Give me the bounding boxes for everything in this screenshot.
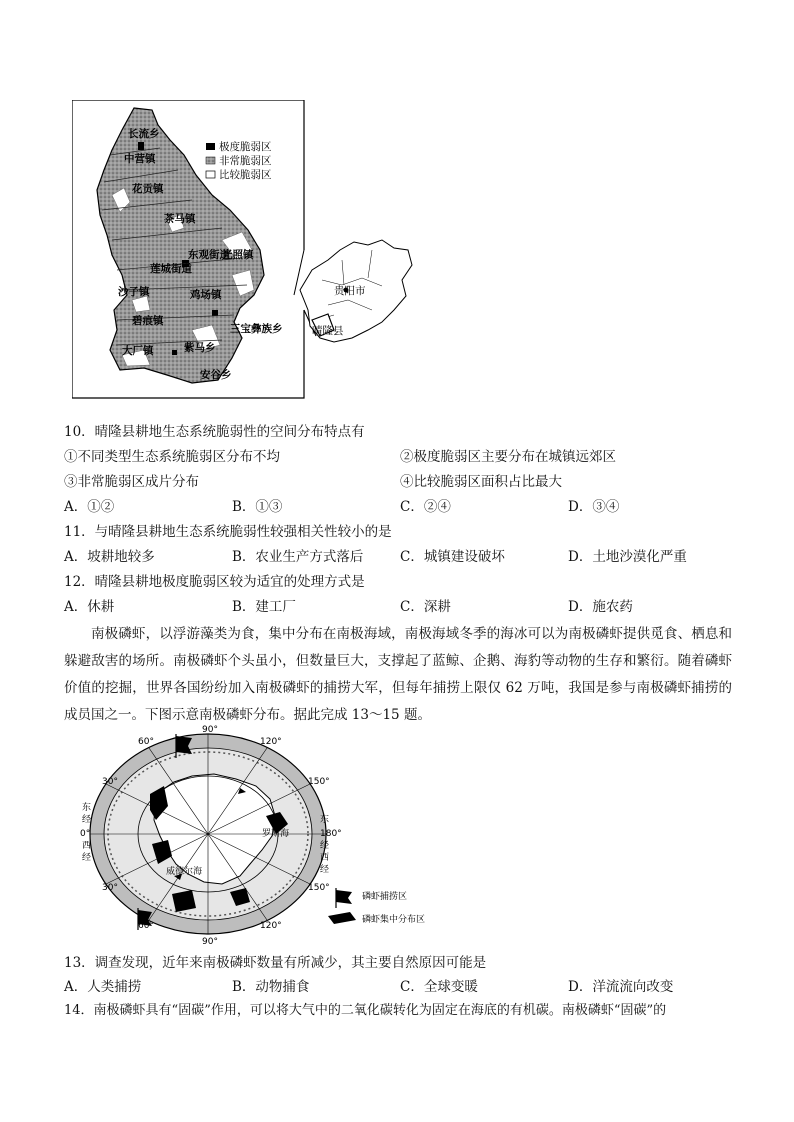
town-label: 茶马镇	[164, 213, 196, 225]
town-label: 三宝彝族乡	[230, 323, 283, 335]
legend-extreme: 极度脆弱区	[219, 141, 272, 153]
q13-choice-d[interactable]: D．洋流流向改变	[568, 979, 674, 995]
label-west-1: 西	[82, 841, 92, 851]
question-13-stem: 13．调查发现，近年来南极磷虾数量有所减少，其主要自然原因可能是	[64, 955, 487, 971]
q11-choice-d[interactable]: D．土地沙漠化严重	[568, 549, 687, 565]
label-long-1: 经	[82, 815, 92, 825]
weddell-sea-label: 威德尔海	[166, 867, 203, 877]
krill-map-figure	[80, 724, 460, 946]
deg-30-l: 30°	[102, 777, 118, 787]
deg-180: 180°	[320, 829, 342, 839]
inset-label-guiyang: 贵阳市	[334, 285, 366, 297]
label-east-2: 东	[320, 815, 330, 825]
q10-statement-2: ②极度脆弱区主要分布在城镇远郊区	[400, 449, 616, 465]
question-10-stem: 10．晴隆县耕地生态系统脆弱性的空间分布特点有	[64, 424, 365, 440]
q13-choice-b[interactable]: B．动物捕食	[232, 979, 310, 995]
q10-statement-3: ③非常脆弱区成片分布	[64, 474, 199, 490]
q10-choice-c[interactable]: C．②④	[400, 499, 451, 515]
deg-60-tl: 60°	[138, 737, 154, 747]
q10-statement-1: ①不同类型生态系统脆弱区分布不均	[64, 449, 280, 465]
town-label: 紫马乡	[184, 342, 216, 354]
town-label: 莲城街道	[150, 263, 192, 275]
deg-150-r: 150°	[308, 777, 330, 787]
inset-label-qinglong: 晴隆县	[312, 325, 344, 337]
q12-choice-c[interactable]: C．深耕	[400, 599, 451, 615]
q11-choice-a[interactable]: A．坡耕地较多	[64, 549, 155, 565]
q11-choice-b[interactable]: B．农业生产方式落后	[232, 549, 364, 565]
deg-120-br: 120°	[260, 921, 282, 931]
town-label: 长流乡	[128, 128, 160, 140]
deg-150-br: 150°	[308, 883, 330, 893]
label-long-4: 经	[320, 865, 330, 875]
deg-60-bl: 60°	[138, 921, 154, 931]
q13-choice-c[interactable]: C．全球变暖	[400, 979, 478, 995]
deg-120-tr: 120°	[260, 737, 282, 747]
legend-relative: 比较脆弱区	[219, 169, 272, 181]
label-long-3: 经	[320, 841, 330, 851]
q12-choice-d[interactable]: D．施农药	[568, 599, 633, 615]
krill-passage: 南极磷虾，以浮游藻类为食，集中分布在南极海域，南极海域冬季的海冰可以为南极磷虾提供觅食、栖息和躲避敌害的场所。南极磷虾个头虽小，但数量巨大，支撑起了蓝鲸、企鹅、海豹等动物的生存和繁衍。随着磷虾价值的挖掘，世界各国纷纷加入南极磷虾的捕捞大军，但每年捕捞上限仅 62 万吨，我国是参与南极磷虾捕捞的成员国之一。下图示意南极磷虾分布。据此完成 13～15 题。	[64, 626, 732, 723]
question-11-stem: 11．与晴隆县耕地生态系统脆弱性较强相关性较小的是	[64, 524, 392, 540]
question-12-stem: 12．晴隆县耕地极度脆弱区较为适宜的处理方式是	[64, 574, 365, 590]
q10-statement-4: ④比较脆弱区面积占比最大	[400, 474, 562, 490]
deg-90-top: 90°	[202, 725, 218, 735]
town-label: 安谷乡	[200, 369, 232, 381]
question-14-stem: 14．南极磷虾具有“固碳”作用，可以将大气中的二氧化碳转化为固定在海底的有机碳。南极磷虾“固碳”的	[64, 1003, 667, 1018]
q11-choice-c[interactable]: C．城镇建设破坏	[400, 549, 505, 565]
deg-0: 0°	[80, 829, 91, 839]
town-label: 中营镇	[124, 153, 156, 165]
town-label: 花贡镇	[132, 183, 164, 195]
label-east-1: 东	[82, 803, 92, 813]
krill-polar-map	[80, 724, 460, 946]
legend-concentration-area: 磷虾集中分布区	[362, 915, 426, 925]
label-west-2: 西	[320, 853, 330, 863]
county-map-figure	[72, 100, 427, 400]
q12-choice-a[interactable]: A．休耕	[64, 599, 115, 615]
town-label: 大厂镇	[122, 345, 154, 357]
town-label: 东观街道	[188, 249, 230, 261]
deg-30-bl: 30°	[102, 883, 118, 893]
legend-very: 非常脆弱区	[219, 155, 272, 167]
q10-choice-d[interactable]: D．③④	[568, 499, 620, 515]
town-label: 光照镇	[222, 249, 254, 261]
q12-choice-b[interactable]: B．建工厂	[232, 599, 296, 615]
legend-fishing-area: 磷虾捕捞区	[362, 892, 408, 902]
ross-sea-label: 罗斯海	[262, 829, 290, 839]
county-map	[72, 100, 427, 400]
deg-90-bottom: 90°	[202, 937, 218, 946]
label-long-2: 经	[82, 853, 92, 863]
town-label: 沙子镇	[118, 286, 150, 298]
q10-choice-b[interactable]: B．①③	[232, 499, 283, 515]
q10-choice-a[interactable]: A．①②	[64, 499, 115, 515]
town-label: 碧痕镇	[132, 315, 164, 327]
town-label: 鸡场镇	[190, 289, 222, 301]
q13-choice-a[interactable]: A．人类捕捞	[64, 979, 142, 995]
